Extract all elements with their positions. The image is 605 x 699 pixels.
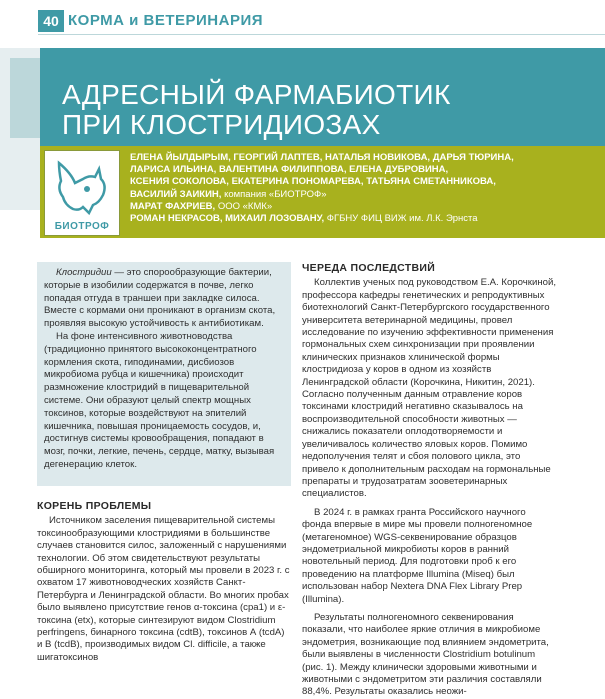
biotrof-logo bbox=[44, 150, 120, 236]
cow-logo-icon bbox=[49, 155, 115, 217]
affiliation: компания «БИОТРОФ» bbox=[221, 188, 327, 200]
intro-paragraph: Клостридии — это спорообразующие бактерии, которые в изобилии содержатся в почве, легко попадая отгуда в траншеи при закладке силоса. Вместе с кормами они проникают в организм скота, проявляя высокую устойчивость к антибиотикам. bbox=[44, 267, 276, 330]
intro-paragraph: На фоне интенсивного животноводства (традиционно принятого высококонцентратного кормления скота, гиподинамии, дисбиозов микробиома рубца и кишечника) происходит размножение клостридий в пищеварительной системе. Они образуют целый спектр мощных токсинов, которые воздействуют на эпителий кишечника, повышая проницаемость сосудов, и, достигнув системы кровообращения, попадают в мозг, почки, легкие, печень, сердце, матку, вызывая дегенерацию клеток. bbox=[44, 330, 275, 470]
section-title: КОРМА и ВЕТЕРИНАРИЯ bbox=[68, 12, 264, 29]
title-line-1: АДРЕСНЫЙ ФАРМАБИОТИК bbox=[62, 79, 451, 110]
authors-line: МАРАТ ФАХРИЕВ, ООО «КМК» bbox=[130, 200, 273, 212]
authors-list bbox=[130, 152, 600, 225]
title-line-2: ПРИ КЛОСТРИДИОЗАХ bbox=[62, 109, 381, 140]
authors-line: ЛАРИСА ИЛЬИНА, ВАЛЕНТИНА ФИЛИППОВА, ЕЛЕНА ДУБРОВИНА, bbox=[130, 164, 449, 176]
page-number: 40 bbox=[38, 10, 64, 32]
affiliation: ФГБНУ ФИЦ ВИЖ им. Л.К. Эрнста bbox=[324, 213, 478, 225]
authors-line: КСЕНИЯ СОКОЛОВА, ЕКАТЕРИНА ПОНОМАРЕВА, ТАТЬЯНА СМЕТАННИКОВА, bbox=[130, 176, 496, 188]
authors-line: ЕЛЕНА ЙЫЛДЫРЫМ, ГЕОРГИЙ ЛАПТЕВ, НАТАЛЬЯ НОВИКОВА, ДАРЬЯ ТЮРИНА, bbox=[130, 152, 514, 163]
article-title bbox=[62, 80, 582, 140]
right-column bbox=[302, 262, 556, 699]
intro-text bbox=[44, 267, 286, 472]
section-heading: ЧЕРЕДА ПОСЛЕДСТВИЙ bbox=[302, 262, 436, 274]
authors-line: ВАСИЛИЙ ЗАИКИН, компания «БИОТРОФ» bbox=[130, 188, 327, 200]
decorative-strip bbox=[0, 48, 40, 210]
logo-text: БИОТРОФ bbox=[54, 221, 110, 232]
body-paragraph: Источником заселения пищеварительной системы токсинообразующими клостридиями в большинстве случаев становится силос, заложенный с нарушениями технологии. Об этом свидетельствуют результаты обширного мониторинга, который мы провели в 2023 г. с охватом 17 животноводческих хозяйств Санкт-Петербурга и Ленинградской области. Во многих пробах было выявлено присутствие генов α-токсина (cpa1) и ε-токсина (etx), которые синтезируют видом Clostridium perfringens, бинарного токсина (cdtB), токсинов А (tcdA) и В (tcdB), производимых видом Cl. difficile, а также шигатоксинов bbox=[37, 515, 290, 663]
authors-line: РОМАН НЕКРАСОВ, МИХАИЛ ЛОЗОВАНУ, ФГБНУ ФИЦ ВИЖ им. Л.К. Эрнста bbox=[130, 213, 478, 225]
header-divider bbox=[38, 34, 605, 35]
page-header bbox=[0, 0, 605, 42]
left-column bbox=[37, 500, 291, 664]
affiliation: ООО «КМК» bbox=[215, 200, 273, 212]
section-heading: КОРЕНЬ ПРОБЛЕМЫ bbox=[37, 500, 152, 512]
title-panel-top bbox=[40, 48, 605, 78]
body-paragraph: Результаты полногеномного секвенирования показали, что наиболее яркие отличия в микробиоме эндометрия, возникающие под влиянием эндометрита, были выявлены в численности Clostridium botulinum (рис. 1). Между клинически здоровыми животными и животными с эндометритом эти различия составляли 88,4%. Результаты оказались неожи- bbox=[302, 611, 549, 698]
body-paragraph: В 2024 г. в рамках гранта Российского научного фонда впервые в мире мы провели полногеномное (метагеномное) WGS-секвенирование образцов эндометриальной микробиоты коров в ранний новотельный период. Для подготовки проб к его проведению на платформе Illumina (Miseq) был использован набор Nextera DNA Flex Library Prep (Illumina). bbox=[302, 506, 533, 605]
body-paragraph: Коллектив ученых под руководством Е.А. Корочкиной, профессора кафедры генетических и репродуктивных биотехнологий Санкт-Петербургского государственного университета ветеринарной медицины, провел исследование по изучению эффективности применения гормональных схем синхронизации при проявлении клинических признаков хлинической формы клостридиоза у коров в одном из хозяйств Ленинградской области (Корочкина, Никитин, 2021). Согласно полученным данным отравление коров токсинами клостридий негативно сказывалось на воспроизводительной способности животных — снижались показатели оплодотворяемости и увеличивалось количество яловых коров. Помимо недополучения телят и сбоя полового цикла, это привело к дополнительным расходам на гормональные препараты и трудозатратам зооветеринарных специалистов. bbox=[302, 277, 556, 500]
